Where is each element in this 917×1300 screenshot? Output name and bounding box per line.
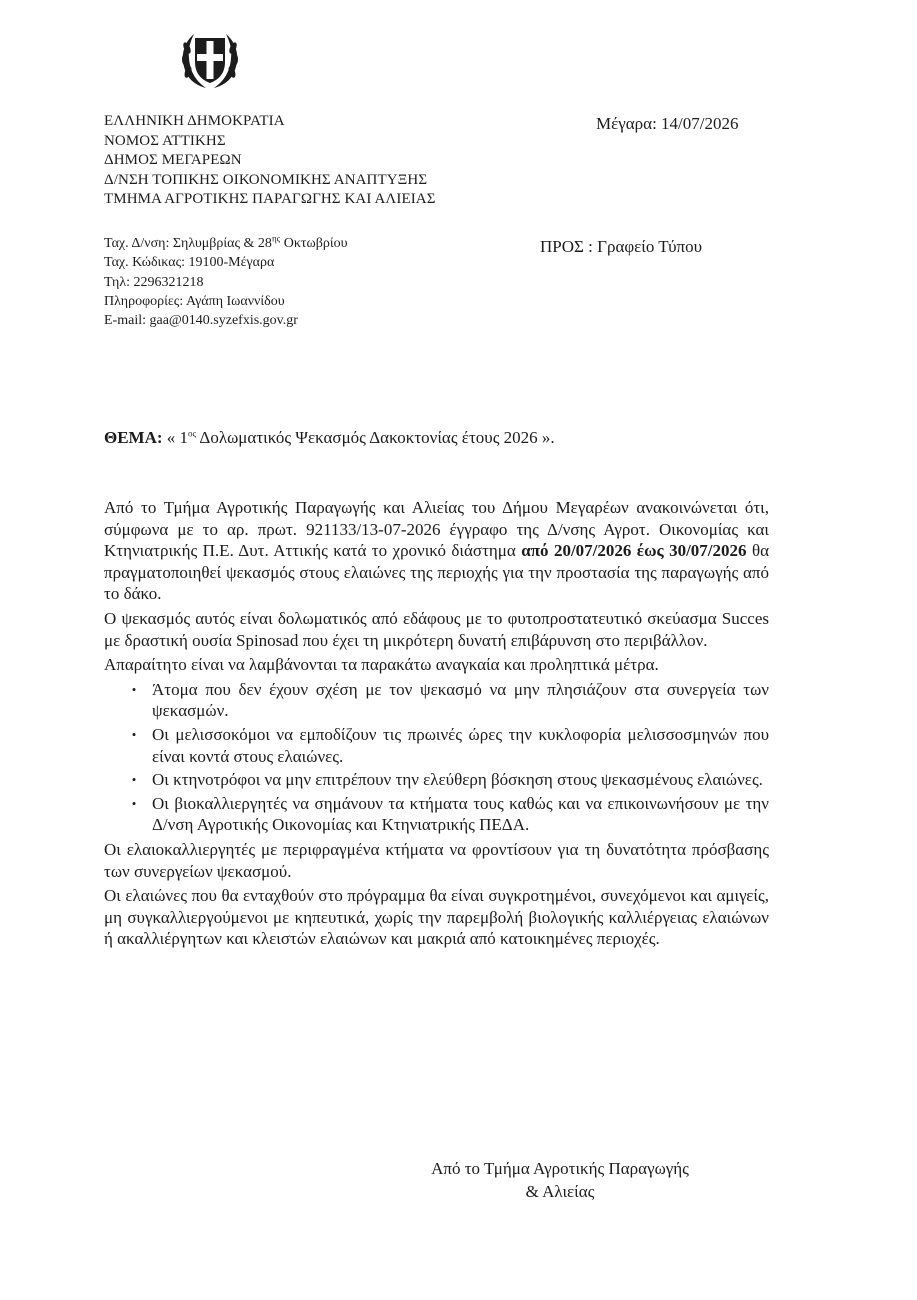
spraying-period: από 20/07/2026 έως 30/07/2026: [521, 541, 747, 561]
recipient: ΠΡΟΣ : Γραφείο Τύπου: [540, 237, 702, 256]
list-item: • Οι βιοκαλλιεργητές να σημάνουν τα κτήματα τους καθώς και να επικοινωνήσουν με την Δ/νση Αγροτικής Οικονομίας και Κτηνιατρικής ΠΕΔΑ.: [152, 793, 769, 836]
measures-list: [104, 679, 769, 836]
header-line-department: ΤΜΗΜΑ ΑΓΡΟΤΙΚΗΣ ΠΑΡΑΓΩΓΗΣ ΚΑΙ ΑΛΙΕΙΑΣ: [104, 191, 436, 207]
paragraph-announcement: Από το Τμήμα Αγροτικής Παραγωγής και Αλιείας του Δήμου Μεγαρέων ανακοινώνεται ότι, σύμφωνα με το αρ. πρωτ. 921133/13-07-2026 έγγραφο της Δ/νσης Αγροτ. Οικονομίας και Κτηνιατρικής Π.Ε. Δυτ. Αττικής κατά το χρονικό διάστημα από 20/07/2026 έως 30/07/2026 θα πραγματοποιηθεί ψεκασμός στους ελαιώνες της περιοχής για την προστασία της παραγωγής από το δάκο.: [104, 498, 769, 604]
contact-address: Ταχ. Δ/νση: Σηλυμβρίας & $28^{\eta\varsigma}$ Οκτωβρίου: [104, 233, 348, 251]
document-date: Μέγαρα: 14/07/2026: [596, 114, 739, 133]
contact-email: E-mail: gaa@0140.syzefxis.gov.gr: [104, 313, 298, 329]
contact-info: Πληροφορίες: Αγάπη Ιωαννίδου: [104, 293, 285, 309]
header-line-directorate: Δ/ΝΣΗ ΤΟΠΙΚΗΣ ΟΙΚΟΝΟΜΙΚΗΣ ΑΝΑΠΤΥΞΗΣ: [104, 171, 428, 188]
contact-block: [104, 234, 348, 330]
paragraph-method: Ο ψεκασμός αυτός είναι δολωματικός από εδάφους με το φυτοπροστατευτικό σκεύασμα Succes με δραστική ουσία Spinosad που έχει τη μικρότερη δυνατή επιβάρυνση στο περιβάλλον.: [104, 608, 769, 650]
bullet-icon: •: [131, 795, 137, 811]
contact-postcode: Ταχ. Κώδικας: 19100-Μέγαρα: [104, 255, 275, 271]
paragraph-eligibility: Οι ελαιώνες που θα ενταχθούν στο πρόγραμμα θα είναι συγκροτημένοι, συνεχόμενοι και αμιγείς, μη συγκαλλιεργούμενοι με κηπευτικά, χωρίς την παρεμβολή βιολογικής καλλιέργειας ελαιώνων ή ακαλλιέργητων και κλειστών ελαιώνων και μακριά από κατοικημένες περιοχές.: [104, 886, 769, 949]
list-item: • Οι κτηνοτρόφοι να μην επιτρέπουν την ελεύθερη βόσκηση στους ψεκασμένους ελαιώνες.: [152, 769, 769, 791]
list-item: • Άτομα που δεν έχουν σχέση με τον ψεκασμό να μην πλησιάζουν στα συνεργεία των ψεκασμών.: [152, 679, 769, 722]
header-line-municipality: ΔΗΜΟΣ ΜΕΓΑΡΕΩΝ: [104, 152, 242, 168]
list-item: • Οι μελισσοκόμοι να εμποδίζουν τις πρωινές ώρες την κυκλοφορία μελισσοσμηνών που είναι κοντά στους ελαιώνες.: [152, 724, 769, 767]
document-body: [104, 497, 769, 953]
subject-label: ΘΕΜΑ:: [104, 428, 163, 447]
signature-line-2: & Αλιείας: [525, 1182, 595, 1201]
contact-phone: Τηλ: 2296321218: [104, 274, 204, 290]
signature-block: [400, 1157, 720, 1203]
header-line-prefecture: ΝΟΜΟΣ ΑΤΤΙΚΗΣ: [104, 132, 226, 149]
bullet-icon: •: [131, 726, 137, 742]
subject-line: ΘΕΜΑ: « $1^{o\varsigma}$ Δολωματικός Ψεκασμός Δακοκτονίας έτους 2026 ».: [104, 428, 555, 447]
bullet-icon: •: [131, 681, 137, 697]
header-line-republic: ΕΛΛΗΝΙΚΗ ΔΗΜΟΚΡΑΤΙΑ: [104, 113, 285, 129]
paragraph-fenced-plots: Οι ελαιοκαλλιεργητές με περιφραγμένα κτήματα να φροντίσουν για τη δυνατότητα πρόσβασης των συνεργείων ψεκασμού.: [104, 839, 769, 881]
paragraph-measures-intro: Απαραίτητο είναι να λαμβάνονται τα παρακάτω αναγκαία και προληπτικά μέτρα.: [104, 655, 659, 675]
issuer-header: [104, 112, 436, 210]
bullet-icon: •: [131, 772, 137, 788]
signature-line-1: Από το Τμήμα Αγροτικής Παραγωγής: [431, 1159, 689, 1178]
coat-of-arms-icon: [178, 28, 242, 92]
